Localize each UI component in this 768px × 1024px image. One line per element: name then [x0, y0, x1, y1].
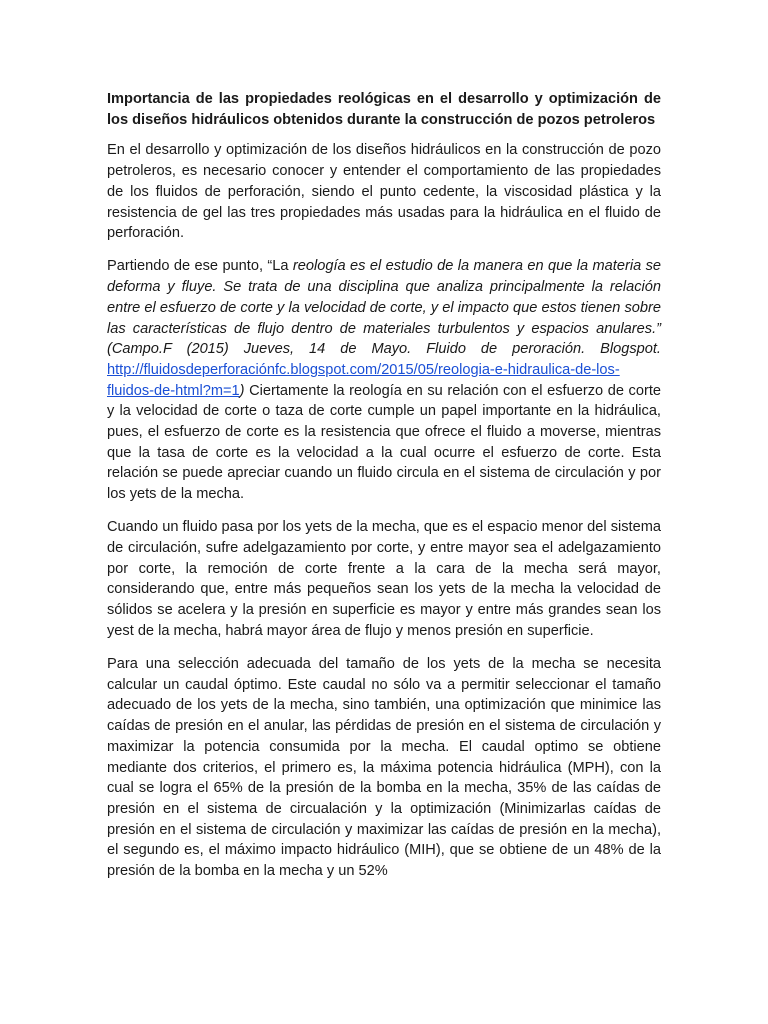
paragraph-4: Para una selección adecuada del tamaño de los yets de la mecha se necesita calcular un caudal óptimo. Este caudal no sólo va a permitir seleccionar el tamaño adecuado de los yets de la mecha, sino también, una optimización que minimice las caídas de presión en el anular, las pérdidas de presión en el sistema de circulación y maximizar la potencia consumida por la mecha. El caudal optimo se obtiene mediante dos criterios, el primero es, la máxima potencia hidráulica (MPH), con la cual se logra el 65% de la presión de la bomba en la mecha, 35% de las caídas de presión en el sistema de circualación y la optimización (Minimizarlas caídas de presión en el sistema de circulación y maximizar las caídas de presión en la mecha), el segundo es, el máximo impacto hidráulico (MIH), que se obtiene de un 48% de la presión de la bomba en la mecha y un 52%	[107, 656, 661, 880]
paragraph-2-rest: Ciertamente la reología en su relación con el esfuerzo de corte y la velocidad de corte o taza de corte cumple un papel importante en la hidráulica, pues, el esfuerzo de corte es la resistencia que ofrece el fluido a moverse, mientras que la tasa de corte es la velocidad a la cual ocurre el esfuerzo de corte. Esta relación se puede apreciar cuando un fluido circula en el sistema de circulación y por los yets de la mecha.	[107, 382, 661, 503]
paragraph-1: En el desarrollo y optimización de los diseños hidráulicos en la construcción de pozo petroleros, es necesario conocer y entender el comportamiento de las propiedades de los fluidos de perforación, siendo el punto cedente, la viscosidad plástica y la resistencia de gel las tres propiedades más usadas para la hidráulica en el fluido de perforación.	[107, 142, 661, 242]
citation-link[interactable]: http://fluidosdeperforaciónfc.blogspot.com/2015/05/reologia-e-hidraulica-de-los-fluidos-de-html?m=1	[107, 361, 620, 399]
document-title: Importancia de las propiedades reológicas en el desarrollo y optimización de los diseños hidráulicos obtenidos durante la construcción de pozos petroleros	[107, 91, 661, 128]
paragraph-3: Cuando un fluido pasa por los yets de la mecha, que es el espacio menor del sistema de circulación, sufre adelgazamiento por corte, y entre mayor sea el adelgazamiento por corte, la remoción de corte frente a la cara de la mecha será mayor, considerando que, entre más pequeños sean los yets de la mecha la velocidad de sólidos se acelera y la presión en superficie es mayor y entre más grandes sean los yest de la mecha, habrá mayor área de flujo y menos presión en superficie.	[107, 519, 661, 639]
paragraph-2	[107, 256, 661, 504]
citation-close: )	[239, 382, 245, 399]
document-page	[107, 89, 661, 894]
citation-quote: reología es el estudio de la manera en que la materia se deforma y fluye. Se trata de una disciplina que analiza principalmente la relación entre el esfuerzo de corte y la velocidad de corte, y el impacto que estos tienen sobre las características de flujo dentro de materiales turbulentos y espacios anulares.” (Campo.F (2015) Jueves, 14 de Mayo. Fluido de peroración. Blogspot.	[107, 258, 661, 358]
paragraph-2-lead: Partiendo de ese punto, “La	[107, 258, 293, 275]
